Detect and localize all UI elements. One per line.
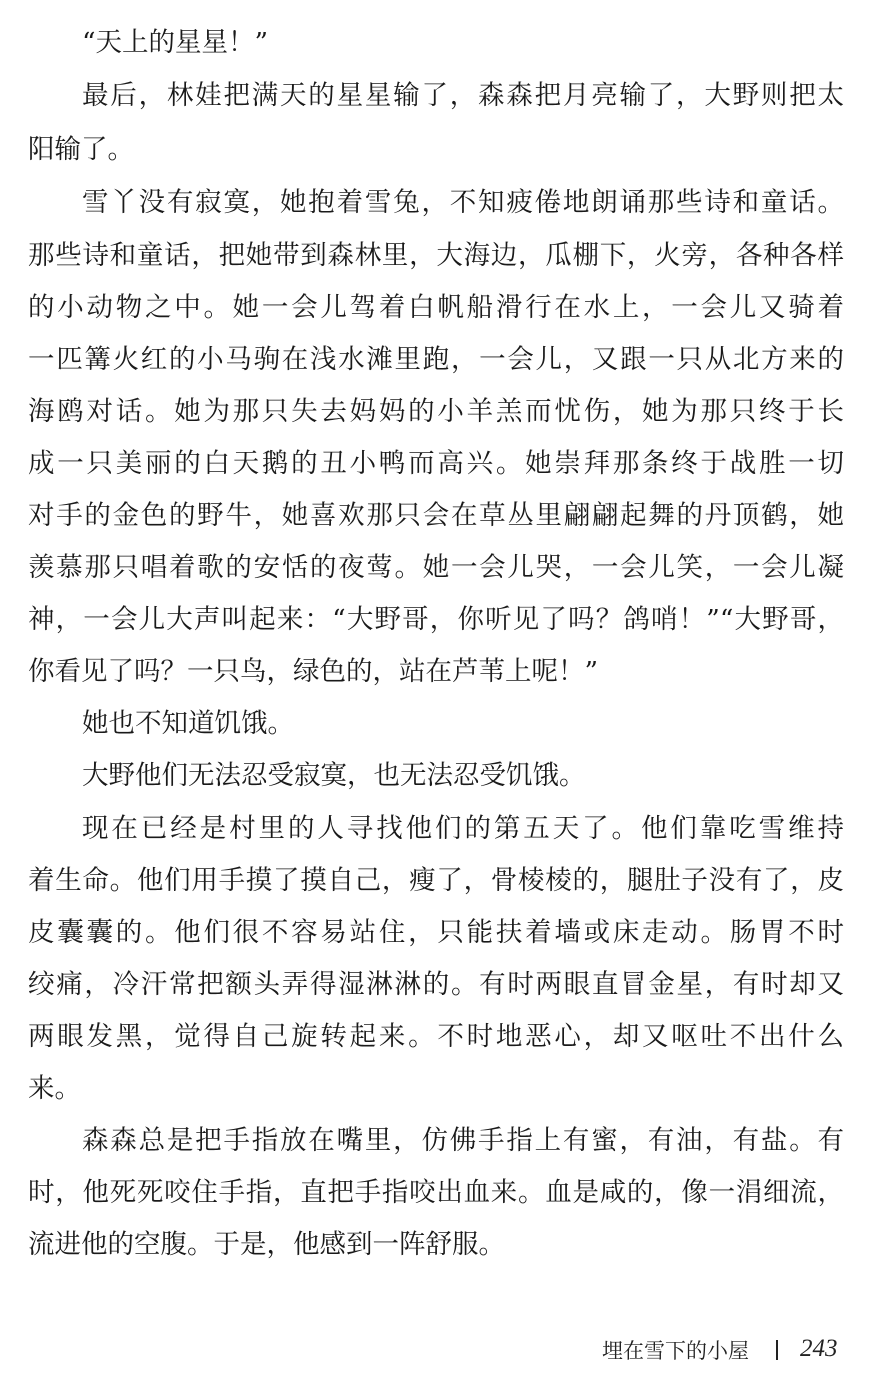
page-footer: [0, 1330, 872, 1370]
text-line: 流进他的空腹。于是，他感到一阵舒服。: [28, 1229, 505, 1260]
text-line: 森森总是把手指放在嘴里，仿佛手指上有蜜，有油，有盐。有: [82, 1125, 844, 1156]
text-line: 羡慕那只唱着歌的安恬的夜莺。她一会儿哭，一会儿笑，一会儿凝: [28, 552, 844, 583]
text-line: 阳输了。: [28, 134, 134, 165]
text-line: 时，他死死咬住手指，直把手指咬出血来。血是咸的，像一涓细流，: [28, 1177, 844, 1208]
text-line: 来。: [28, 1073, 81, 1104]
text-line: “天上的星星！”: [82, 27, 269, 58]
text-line: 现在已经是村里的人寻找他们的第五天了。他们靠吃雪维持: [82, 813, 844, 844]
text-line: 一匹篝火红的小马驹在浅水滩里跑，一会儿，又跟一只从北方来的: [28, 344, 844, 375]
text-line: 她也不知道饥饿。: [82, 708, 294, 739]
footer-divider: [776, 1340, 778, 1360]
text-line: 绞痛，冷汗常把额头弄得湿淋淋的。有时两眼直冒金星，有时却又: [28, 969, 844, 1000]
text-line: 雪丫没有寂寞，她抱着雪兔，不知疲倦地朗诵那些诗和童话。: [82, 187, 844, 218]
text-line: 海鸥对话。她为那只失去妈妈的小羊羔而忧伤，她为那只终于长: [28, 396, 844, 427]
text-line: 的小动物之中。她一会儿驾着白帆船滑行在水上，一会儿又骑着: [28, 292, 844, 323]
text-line: 大野他们无法忍受寂寞，也无法忍受饥饿。: [82, 760, 586, 791]
text-line: 成一只美丽的白天鹅的丑小鸭而高兴。她崇拜那条终于战胜一切: [28, 448, 844, 479]
text-line: 神，一会儿大声叫起来：“大野哥，你听见了吗？鸽哨！”“大野哥，: [28, 604, 844, 635]
text-line: 皮囊囊的。他们很不容易站住，只能扶着墙或床走动。肠胃不时: [28, 917, 844, 948]
text-line: 着生命。他们用手摸了摸自己，瘦了，骨棱棱的，腿肚子没有了，皮: [28, 865, 844, 896]
text-line: 你看见了吗？一只鸟，绿色的，站在芦苇上呢！”: [28, 656, 599, 687]
text-line: 对手的金色的野牛，她喜欢那只会在草丛里翩翩起舞的丹顶鹤，她: [28, 500, 844, 531]
text-line: 最后，林娃把满天的星星输了，森森把月亮输了，大野则把太: [82, 80, 844, 111]
running-title: 埋在雪下的小屋: [602, 1339, 749, 1363]
text-line: 那些诗和童话，把她带到森林里，大海边，瓜棚下，火旁，各种各样: [28, 240, 844, 271]
page-number: 243: [800, 1335, 838, 1362]
text-line: 两眼发黑，觉得自己旋转起来。不时地恶心，却又呕吐不出什么: [28, 1021, 844, 1052]
